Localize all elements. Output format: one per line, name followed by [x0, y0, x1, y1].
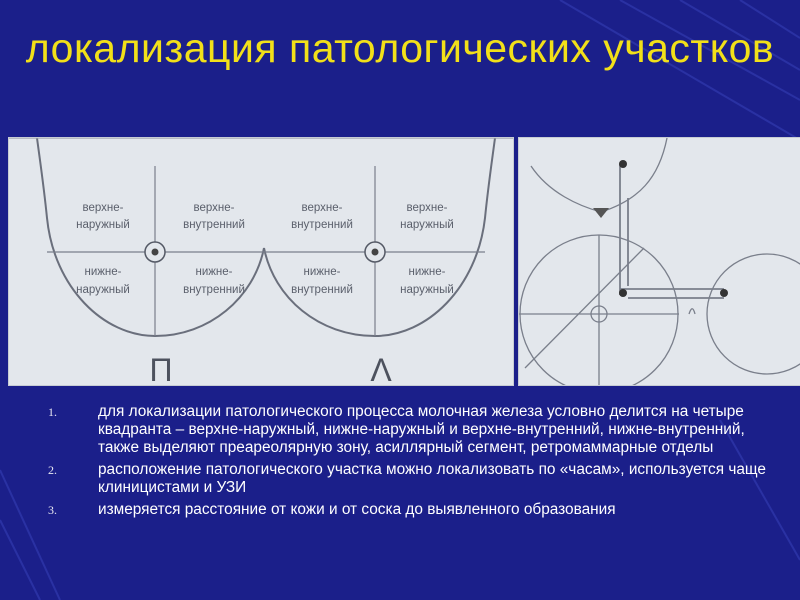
label-left-lower-inner-2: внутренний	[291, 284, 353, 296]
letter-left: Λ	[370, 352, 392, 385]
label-right-lower-inner-1: нижне-	[195, 266, 233, 278]
list-number: 3.	[48, 503, 57, 517]
letter-right: П	[149, 352, 173, 385]
label-right-upper-outer-2: наружный	[76, 219, 130, 231]
quadrant-diagram	[9, 138, 513, 385]
label-left-upper-outer-2: наружный	[400, 219, 454, 231]
label-right-upper-inner-1: верхне-	[193, 202, 235, 214]
label-left-upper-inner-1: верхне-	[301, 202, 343, 214]
label-right-upper-inner-2: внутренний	[183, 219, 245, 231]
label-right-lower-outer-1: нижне-	[84, 266, 122, 278]
label-left-lower-inner-1: нижне-	[303, 266, 341, 278]
list-item	[48, 501, 768, 519]
quadrant-diagram-panel	[8, 137, 514, 386]
measurement-diagram	[519, 138, 800, 385]
list-item	[48, 461, 768, 497]
label-left-upper-inner-2: внутренний	[291, 219, 353, 231]
label-right-lower-inner-2: внутренний	[183, 284, 245, 296]
list-number: 1.	[48, 405, 57, 419]
label-right-lower-outer-2: наружный	[76, 284, 130, 296]
bullet-list	[48, 403, 768, 523]
list-text: измеряется расстояние от кожи и от соска до выявленного образования	[98, 501, 616, 518]
label-left-lower-outer-2: наружный	[400, 284, 454, 296]
list-number: 2.	[48, 463, 57, 477]
list-text: расположение патологического участка можно локализовать по «часам», используется чаще клиницистами и УЗИ	[98, 461, 766, 496]
measurement-diagram-panel	[518, 137, 800, 386]
label-right-upper-outer-1: верхне-	[82, 202, 124, 214]
list-item	[48, 403, 768, 457]
list-text: для локализации патологического процесса молочная железа условно делится на четыре квадранта – верхне-наружный, нижне-наружный и верхне-внутренний, нижне-внутренний, также выделяют преареолярную зону, асиллярный сегмент, ретромаммарные отделы	[98, 403, 745, 456]
label-left-upper-outer-1: верхне-	[406, 202, 448, 214]
label-left-lower-outer-1: нижне-	[408, 266, 446, 278]
slide-title: локализация патологических участков	[25, 25, 775, 71]
